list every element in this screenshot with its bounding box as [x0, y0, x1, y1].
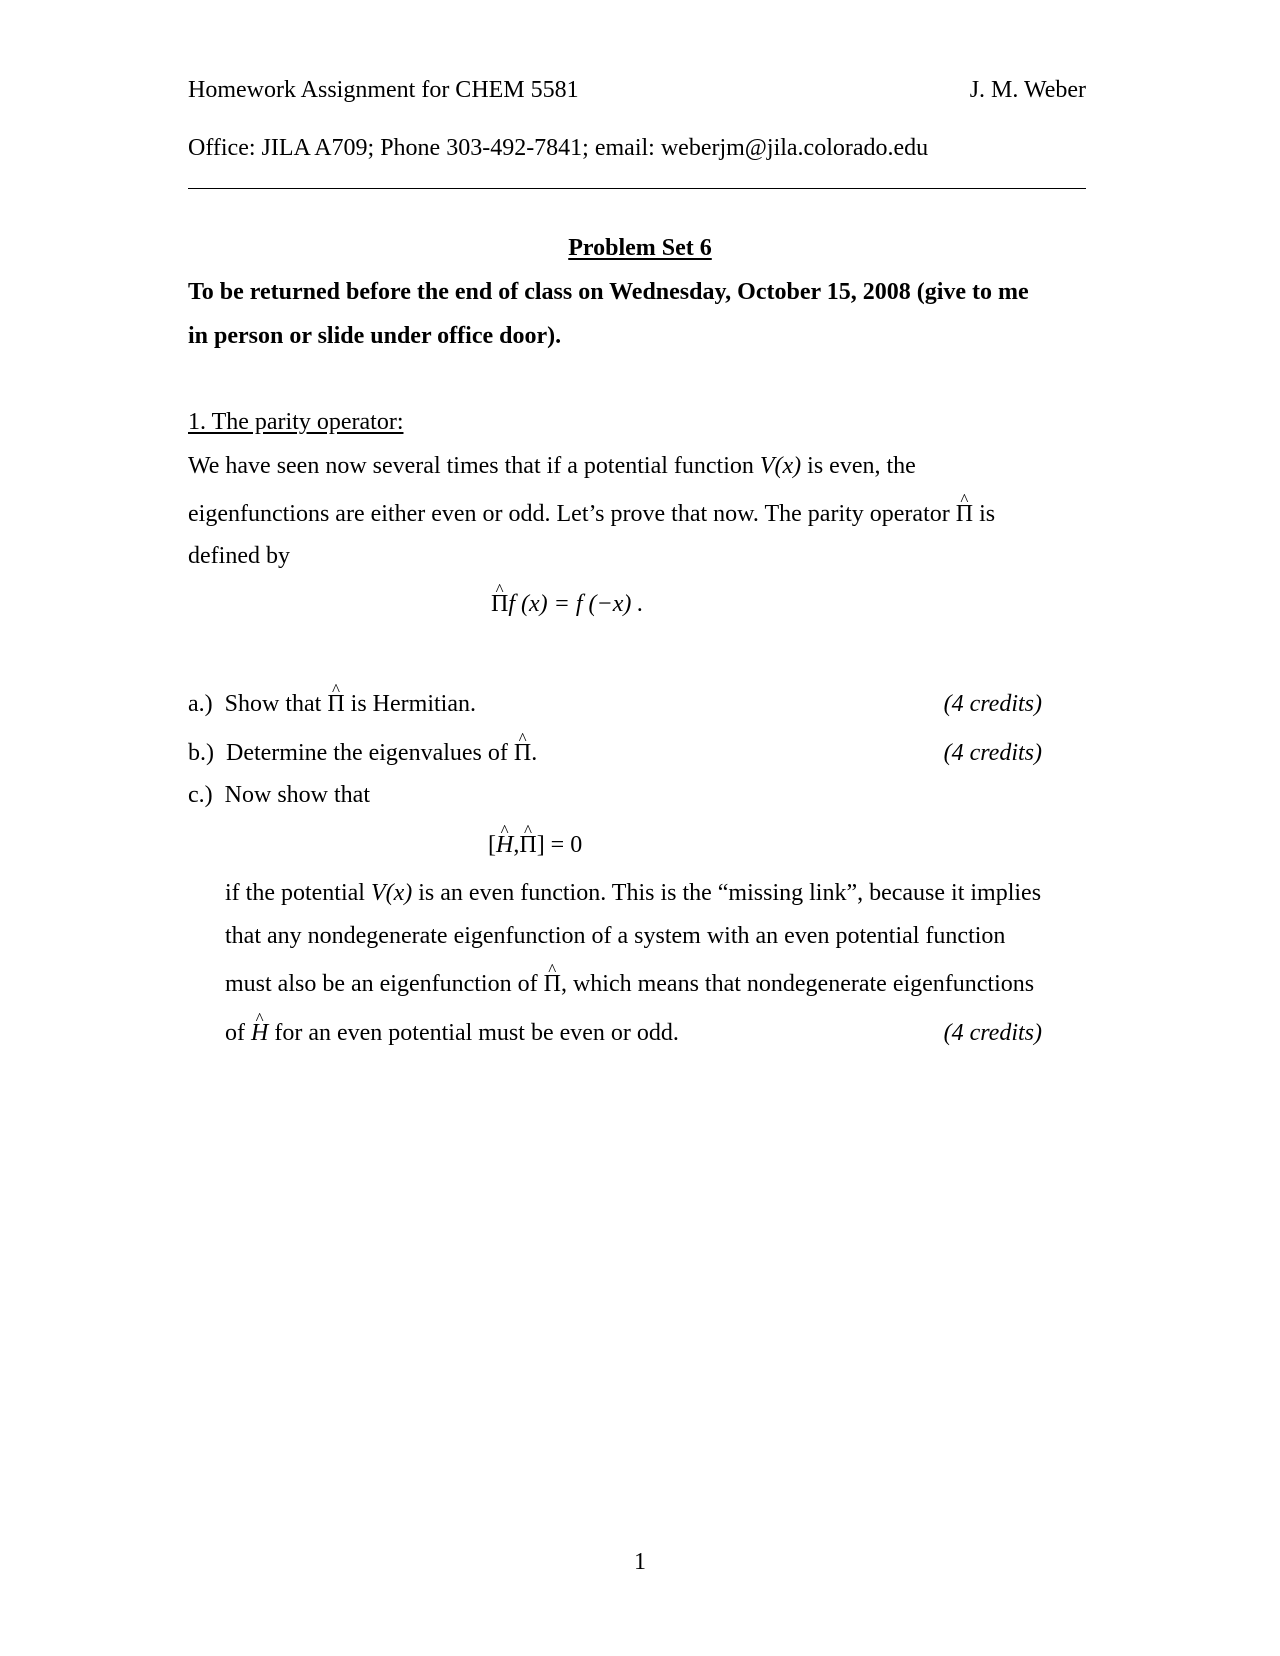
- intro-line-1-text-a: We have seen now several times that if a potential function: [188, 453, 760, 479]
- definition-equation: [491, 590, 643, 618]
- part-b-credits: (4 credits): [943, 740, 1042, 766]
- definition-rhs: f (x) = f (−x) .: [508, 591, 644, 617]
- c-line-1-text-b: is an even function. This is the “missing link”, because it implies: [412, 880, 1042, 906]
- parity-operator-symbol: ^ Π: [956, 500, 973, 528]
- part-a-text-b: is Hermitian.: [344, 691, 476, 717]
- intro-line-1: [188, 452, 916, 480]
- part-c-credits: (4 credits): [943, 1020, 1042, 1046]
- part-c-text: Now show that: [224, 782, 370, 808]
- part-a-text-a: Show that: [224, 691, 328, 717]
- part-a-credits: (4 credits): [943, 691, 1042, 717]
- intro-line-2-text-b: is: [973, 501, 996, 527]
- part-a: [188, 690, 476, 718]
- intro-line-2: [188, 500, 995, 528]
- commutator-comma: ,: [513, 832, 520, 858]
- part-b-text-b: .: [531, 740, 538, 766]
- part-b: [188, 739, 537, 767]
- due-line-2: in person or slide under office door).: [188, 323, 562, 349]
- part-c-line-1: [225, 879, 1041, 907]
- hamiltonian-symbol: ^ H: [496, 831, 513, 859]
- hamiltonian-symbol: ^ H: [251, 1019, 268, 1047]
- parity-operator-symbol: ^ Π: [519, 831, 536, 859]
- part-c-line-2: that any nondegenerate eigenfunction of a system with an even potential function: [225, 923, 1006, 949]
- part-b-label: b.): [188, 740, 214, 766]
- parity-operator-symbol: ^ Π: [544, 970, 561, 998]
- page-number: 1: [634, 1549, 646, 1575]
- problem-heading: 1. The parity operator:: [188, 409, 404, 435]
- parity-operator-symbol: ^ Π: [491, 590, 508, 618]
- part-c-line-3: [225, 970, 1034, 998]
- intro-line-2-text-a: eigenfunctions are either even or odd. Let’s prove that now. The parity operator: [188, 501, 956, 527]
- intro-line-1-text-b: is even, the: [801, 453, 916, 479]
- part-c: [188, 781, 370, 809]
- part-c-label: c.): [188, 782, 213, 808]
- header-author: J. M. Weber: [969, 77, 1086, 103]
- header-divider: [188, 188, 1086, 189]
- c-line-4-text-b: for an even potential must be even or odd.: [268, 1020, 679, 1046]
- potential-vx: V(x): [759, 453, 802, 479]
- parity-operator-symbol: ^ Π: [327, 690, 344, 718]
- potential-vx: V(x): [370, 880, 413, 906]
- commutator-close: ] = 0: [536, 832, 583, 858]
- c-line-1-text-a: if the potential: [225, 880, 371, 906]
- c-line-4-text-a: of: [225, 1020, 251, 1046]
- page-title: [0, 234, 1280, 262]
- part-a-label: a.): [188, 691, 213, 717]
- parity-operator-symbol: ^ Π: [514, 739, 531, 767]
- c-line-3-text-b: , which means that nondegenerate eigenfunctions: [560, 971, 1035, 997]
- part-c-line-4: [225, 1019, 679, 1047]
- intro-line-3: defined by: [188, 543, 290, 569]
- c-line-3-text-a: must also be an eigenfunction of: [225, 971, 544, 997]
- due-line-1: To be returned before the end of class on Wednesday, October 15, 2008 (give to me: [188, 279, 1029, 305]
- header-contact: Office: JILA A709; Phone 303-492-7841; email: weberjm@jila.colorado.edu: [188, 135, 929, 161]
- page-title-text: Problem Set 6: [568, 235, 712, 261]
- part-b-text-a: Determine the eigenvalues of: [226, 740, 514, 766]
- header-course: Homework Assignment for CHEM 5581: [188, 77, 579, 103]
- commutator-open: [: [488, 832, 496, 858]
- commutator-equation: [488, 831, 582, 859]
